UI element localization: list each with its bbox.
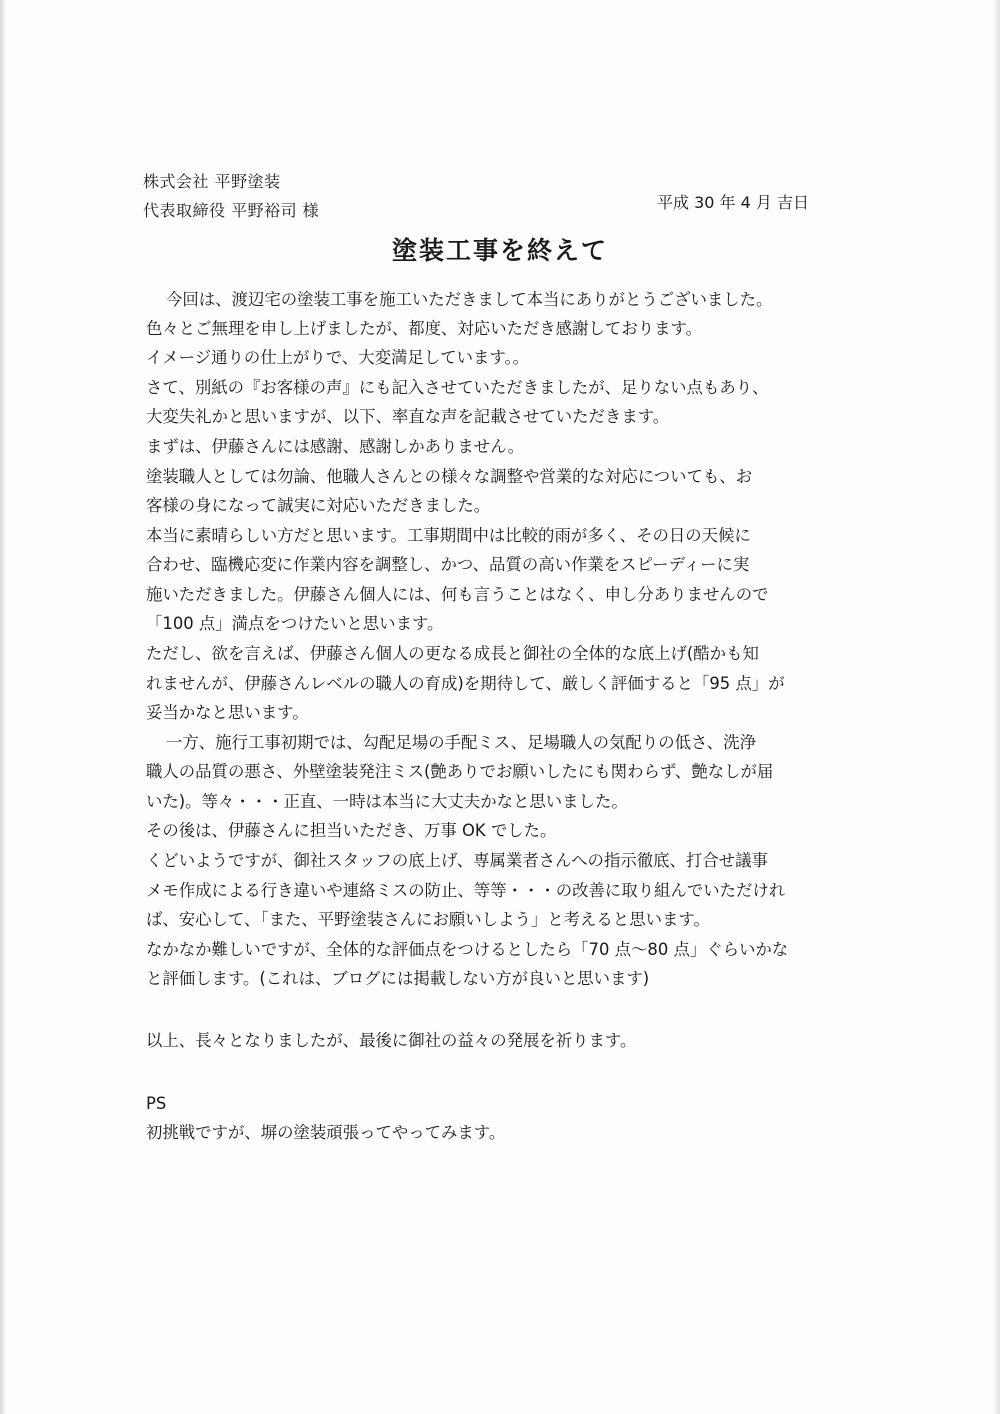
- body-line: れませんが、伊藤さんレベルの職人の育成)を期待して、厳しく評価すると「95 点」が: [146, 674, 785, 693]
- letter-title: 塗装工事を終えて: [391, 236, 608, 265]
- body-line: 一方、施行工事初期では、勾配足場の手配ミス、足場職人の気配りの低さ、洗浄: [166, 733, 756, 752]
- recipient-person: 代表取締役 平野裕司 様: [143, 201, 320, 220]
- body-line: メモ作成による行き違いや連絡ミスの防止、等等・・・の改善に取り組んでいただけれ: [146, 881, 786, 900]
- body-line: 妥当かなと思います。: [146, 703, 309, 722]
- body-line: その後は、伊藤さんに担当いただき、万事 OK でした。: [146, 821, 557, 840]
- body-line: 施いただきました。伊藤さん個人には、何も言うことはなく、申し分ありませんので: [146, 585, 769, 604]
- body-line: と評価します。(これは、ブログには掲載しない方が良いと思います): [146, 969, 650, 988]
- body-line: いた)。等々・・・正直、一時は本当に大丈夫かなと思いました。: [146, 792, 628, 811]
- scan-edge-right: [992, 0, 1000, 1414]
- ps-label: PS: [146, 1094, 167, 1113]
- ps-line: 初挑戦ですが、塀の塗装頑張ってやってみます。: [146, 1123, 506, 1142]
- body-line: 塗装職人としては勿論、他職人さんとの様々な調整や営業的な対応についても、お: [146, 467, 753, 486]
- body-line: ただし、欲を言えば、伊藤さん個人の更なる成長と御社の全体的な底上げ(酷かも知: [146, 644, 759, 663]
- letter-date: 平成 30 年 4 月 吉日: [657, 193, 809, 212]
- body-line: くどいようですが、御社スタッフの底上げ、専属業者さんへの指示徹底、打合せ議事: [146, 851, 768, 870]
- body-line: 客様の身になって誠実に対応いただきました。: [146, 496, 491, 515]
- body-line: なかなか難しいですが、全体的な評価点をつけるとしたら「70 点～80 点」ぐらいかな: [146, 940, 789, 959]
- scan-edge-left: [0, 0, 6, 1414]
- recipient-company: 株式会社 平野塗装: [143, 172, 281, 191]
- body-line: さて、別紙の『お客様の声』にも記入させていただきましたが、足りない点もあり、: [146, 378, 769, 397]
- body-line: ば、安心して、「また、平野塗装さんにお願いしよう」と考えると思います。: [146, 910, 710, 929]
- body-line: 合わせ、臨機応変に作業内容を調整し、かつ、品質の高い作業をスピーディーに実: [146, 555, 750, 574]
- body-line: 「100 点」満点をつけたいと思います。: [146, 614, 444, 633]
- body-line: 本当に素晴らしい方だと思います。工事期間中は比較的雨が多く、その日の天候に: [146, 526, 751, 545]
- body-line: 大変失礼かと思いますが、以下、率直な声を記載させていただきます。: [146, 407, 670, 426]
- body-line: 色々とご無理を申し上げましたが、都度、対応いただき感謝しております。: [146, 319, 702, 338]
- body-line: 今回は、渡辺宅の塗装工事を施工いただきまして本当にありがとうございました。: [166, 290, 773, 309]
- body-line: 職人の品質の悪さ、外壁塗装発注ミス(艶ありでお願いしたにも関わらず、艶なしが届: [146, 762, 774, 781]
- body-line: イメージ通りの仕上がりで、大変満足しています。。: [146, 348, 530, 367]
- closing-line: 以上、長々となりましたが、最後に御社の益々の発展を祈ります。: [146, 1031, 637, 1050]
- body-line: まずは、伊藤さんには感謝、感謝しかありません。: [146, 437, 524, 456]
